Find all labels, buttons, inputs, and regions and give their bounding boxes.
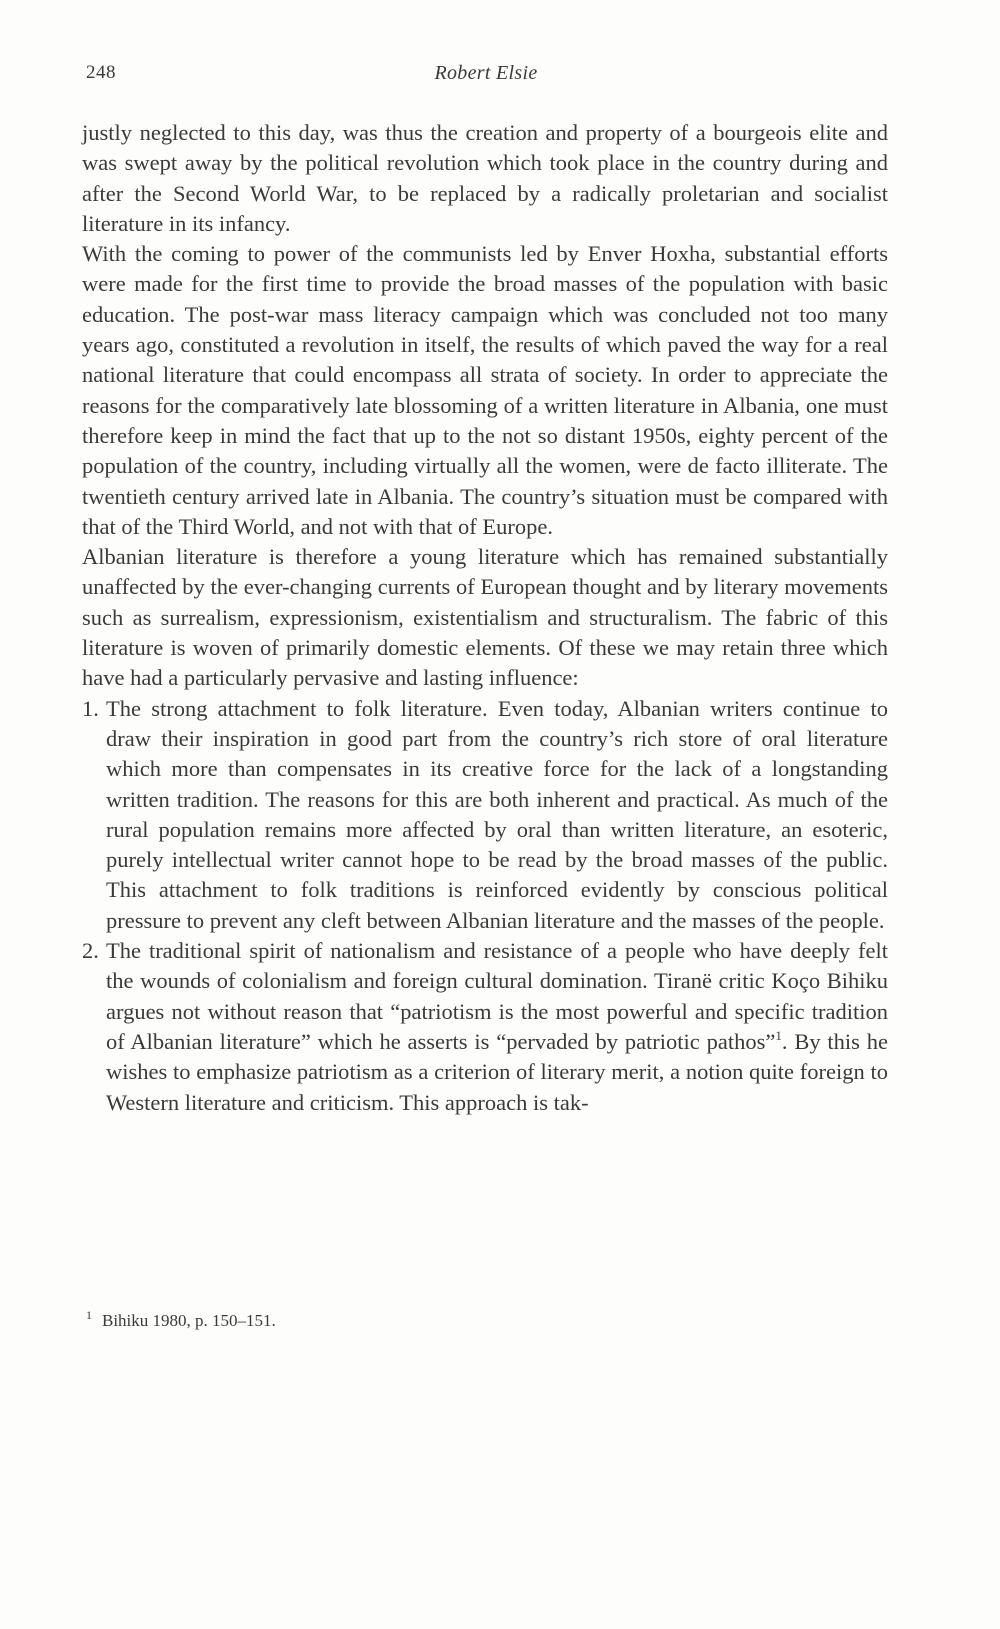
paragraph: justly neglected to this day, was thus the creation and property of a bourgeois elite and was swept away by the political revolution which took place in the country during and after the Second World War, to be replaced by a radically proletarian and socialist literature in its infancy. <box>82 120 888 236</box>
footnote <box>86 1303 886 1333</box>
list-item-text-before-ref: The traditional spirit of nationalism and resistance of a people who have deeply felt the wounds of colonialism and foreign cultural domination. Tiranë critic Koço Bihiku argues not without reason that “patriotism is the most powerful and specific tradition of Albanian literature” which he asserts is “pervaded by patriotic pathos” <box>106 938 888 1054</box>
list-item <box>82 694 888 936</box>
running-head <box>86 62 886 92</box>
running-title: Robert Elsie <box>434 62 538 84</box>
list-item <box>82 936 888 1118</box>
list-item-number: 1. <box>82 695 99 721</box>
page-number: 248 <box>86 62 116 83</box>
list-item-text <box>106 938 888 1114</box>
list-item-text: The strong attachment to folk literature. Even today, Albanian writers continue to draw their inspiration in good part from the country’s rich store of oral literature which more than compensates in its creative force for the lack of a longstanding written tradition. The reasons for this are both inherent and practical. As much of the rural population remains more affected by oral than written literature, an esoteric, purely intellectual writer cannot hope to be read by the broad masses of the public. This attachment to folk traditions is reinforced evidently by conscious political pressure to prevent any cleft between Albanian literature and the masses of the people. <box>106 695 888 933</box>
list-item-number: 2. <box>82 938 99 964</box>
numbered-list <box>82 694 888 1118</box>
footnote-text: Bihiku 1980, p. 150–151. <box>102 1311 276 1330</box>
body-text <box>82 118 888 1118</box>
paragraph: With the coming to power of the communists led by Enver Hoxha, substantial efforts were made for the first time to provide the broad masses of the population with basic education. The post-war mass literacy campaign which was concluded not too many years ago, constituted a revolution in itself, the results of which paved the way for a real national literature that could encompass all strata of society. In order to appreciate the reasons for the comparatively late blossoming of a written literature in Albania, one must therefore keep in mind the fact that up to the not so distant 1950s, eighty percent of the population of the country, including virtually all the women, were de facto illiterate. The twentieth century arrived late in Albania. The country’s situation must be compared with that of the Third World, and not with that of Europe. <box>82 241 888 539</box>
list-item-text-after-ref: . By this he wishes to emphasize patriotism as a criterion of literary merit, a notion quite foreign to Western literature and criticism. This approach is tak- <box>106 1028 888 1115</box>
footnote-reference[interactable]: 1 <box>775 1027 782 1043</box>
footnote-mark: 1 <box>86 1308 92 1322</box>
paragraph: Albanian literature is therefore a young literature which has remained substantially unaffected by the ever-changing currents of European thought and by literary movements such as surrealism, expressionism, existentialism and structuralism. The fabric of this literature is woven of primarily domestic elements. Of these we may retain three which have had a particularly pervasive and lasting influence: <box>82 544 888 691</box>
